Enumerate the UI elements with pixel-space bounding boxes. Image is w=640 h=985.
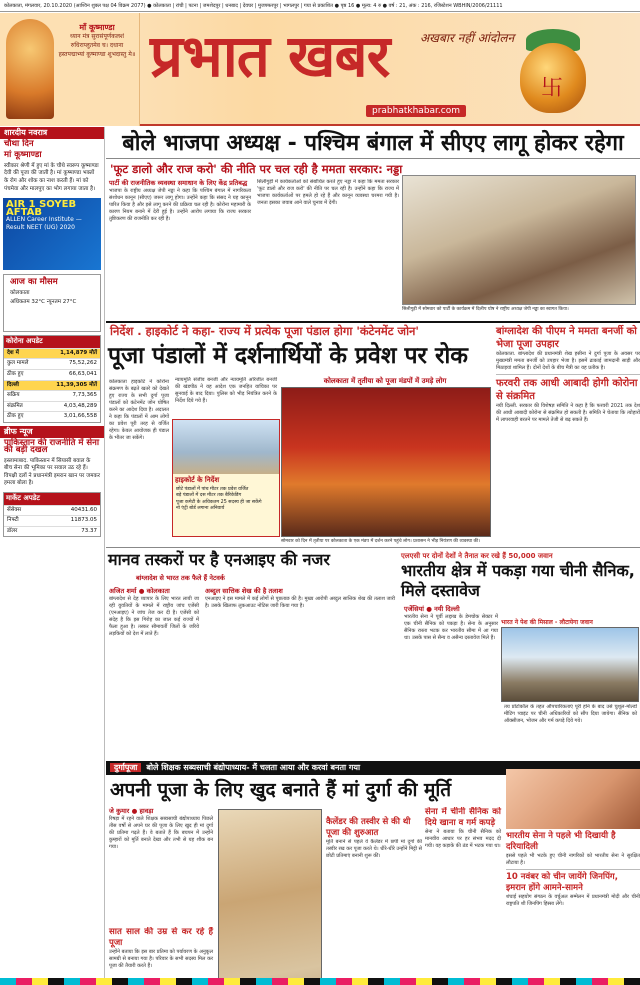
border-story xyxy=(401,551,640,601)
durga-sub-kicker: सात साल की उम्र से कर रहे हैं पूजा xyxy=(109,927,213,948)
corona-row: दिल्ली 11,39,305 मौतें xyxy=(4,380,100,391)
brief-news-head: ब्रीफ न्यूज xyxy=(0,426,104,438)
border-headline[interactable]: भारतीय क्षेत्र में पकड़ा गया चीनी सैनिक, मिले दस्तावेज xyxy=(401,561,635,600)
trafficking-col-2 xyxy=(202,587,398,755)
market-head: मार्केट अपडेट xyxy=(4,493,100,505)
left-sidebar xyxy=(0,127,105,985)
reg-kicker: सेना में चीनी सैनिक को दिये खाना व गर्म कपड़े xyxy=(425,807,501,828)
high-court-photo xyxy=(173,420,279,474)
ad-title: AIR 1 SOYEB AFTAB xyxy=(6,199,77,218)
section-divider xyxy=(106,547,640,548)
dateline: कोलकाता, मंगलवार, 20.10.2020 (आश्विन शुक्ल पक्ष 04 विक्रम 2077) ● कोलकाता | रांची | पटना | जमशेदपुर | धनबाद | देवघर | मुजफ्फरपुर | भागलपुर | गया से प्रकाशित ● पृष्ठ 16 ● मूल्य: 4 रु ● वर्ष : 21, अंक : 216, रजिस्टेशन WBHIN/2006/21111 xyxy=(0,0,640,12)
swastik-icon: 卐 xyxy=(541,76,564,101)
market-update-box xyxy=(3,492,101,537)
lead-column-1 xyxy=(106,179,254,319)
pandal-body2-text: न्यायमूर्ति संजीव बनर्जी और न्यायमूर्ति अरिजीत बनर्जी की खंडपीठ ने यह आदेश एक जनहित याचिका पर सुनवाई के बाद दिया। पुलिस को भीड़ नियंत्रित करने के निर्देश दिये गये हैं। xyxy=(175,377,277,404)
jawan-photo xyxy=(506,769,640,829)
trafficking-sub: बांग्लादेश से भारत तक फैले हैं नेटवर्क xyxy=(136,574,225,582)
lead-body-a: भाजपा के राष्ट्रीय अध्यक्ष जेपी नड्डा ने कहा कि पश्चिम बंगाल में नागरिकता संशोधन कानून (सीएए) जरूर लागू होगा। उन्होंने कहा कि संसद ने यह कानून पारित किया है और इसे लागू करने की प्रक्रिया चल रही है। कोरोना महामारी के कारण नियम बनाने में देरी हुई है। उन्होंने आरोप लगाया कि राज्य सरकार तुष्टिकरण की राजनीति कर रही है। xyxy=(109,188,251,222)
reg-body-3: शंघाई सहयोग संगठन के वर्चुअल सम्मेलन में प्रधानमंत्री मोदी और चीनी राष्ट्रपति शी जिनपिंग हिस्सा लेंगे। xyxy=(506,894,640,907)
pandal-body xyxy=(106,379,172,539)
covid-half-body: नयी दिल्ली. सरकार की विशेषज्ञ समिति ने कहा है कि फरवरी 2021 तक देश की आधी आबादी कोरोना से संक्रमित हो सकती है। समिति ने चेताया कि त्योहारों में लापरवाही बरतने पर मामले तेजी से बढ़ सकते हैं। xyxy=(496,403,640,423)
durga-col-2 xyxy=(106,927,216,985)
newspaper-logo: प्रभात खबर xyxy=(150,22,390,90)
calendar-story xyxy=(326,817,422,860)
website-link[interactable]: prabhatkhabar.com xyxy=(366,105,466,117)
goddess-title: माँ कूष्माण्डा xyxy=(79,23,115,32)
lead-bullet-title: पार्टी की राजनीतिक व्यवस्था समाधान के लिए केंद्र प्रतिबद्ध xyxy=(109,179,248,187)
border-body: भारतीय सेना ने पूर्वी लद्दाख के डेमचोक सेक्टर में एक चीनी सैनिक को पकड़ा है। सेना के अनुसार सैनिक रास्ता भटक कर भारतीय सीमा में आ गया था। उसके पास से सैन्य व असैन्य दस्तावेज मिले हैं। xyxy=(404,614,498,641)
durga-side-col xyxy=(422,807,504,985)
weather-box xyxy=(3,274,101,332)
corona-row: ठीक हुए 66,63,041 xyxy=(4,369,100,380)
border-byline: एजेंसियां ● नयी दिल्ली xyxy=(404,605,460,613)
pandal-crowd-photo xyxy=(281,387,491,537)
trafficking-col-1 xyxy=(106,587,202,755)
corona-row: ठीक हुए 3,01,66,558 xyxy=(4,411,100,422)
court-item: पूजा कमेटी के अधिकतम 25 सदस्य ही जा सकेंगे xyxy=(176,499,262,505)
calendar-body: मूर्ति बनाने से पहले वे कैलेंडर में छपी मां दुर्गा की तस्वीर रख कर पूजा करते थे। धीरे-धीरे उन्होंने मिट्टी से छोटी प्रतिमाएं बनानी शुरू कीं। xyxy=(326,839,422,859)
weather-title: आज का मौसम xyxy=(10,277,58,288)
trafficking-byline: अजित शर्मा ● कोलकाता xyxy=(109,587,170,595)
pandal-photo-title: कोलकाता में तृतीया को पूजा मंडपों में उमड़े लोग xyxy=(323,377,447,385)
pandal-body-2 xyxy=(172,377,280,417)
allen-advertisement[interactable] xyxy=(3,198,101,270)
day-label: चौथा दिन xyxy=(4,138,34,149)
lead-body-b: सिलीगुड़ी में कार्यकर्ताओं को संबोधित करते हुए नड्डा ने कहा कि ममता सरकार 'फूट डालो और राज करो' की नीति पर चल रही है। उन्होंने कहा कि राज्य में भाजपा कार्यकर्ताओं पर हमले हो रहे हैं और कानून व्यवस्था चरमरा गयी है। जनता इसका जवाब आने वाले चुनाव में देगी। xyxy=(257,179,399,206)
pandal-headline[interactable]: पूजा पंडालों में दर्शनार्थियों के प्रवेश पर रोक xyxy=(108,343,468,369)
brief-text: इस्लामाबाद. पाकिस्तान में सियासी बवाल के बीच सेना की भूमिका पर सवाल उठ रहे हैं। विपक्षी दलों ने प्रधानमंत्री इमरान खान पर जमकर हमला बोला है। xyxy=(4,457,100,487)
pandal-body-text: कोलकाता हाइकोर्ट ने कोरोना संक्रमण के बढ़ते खतरे को देखते हुए राज्य के सभी दुर्गा पूजा पंडालों को कंटेनमेंट जोन घोषित करने का आदेश दिया है। अदालत ने कहा कि पंडालों में आम लोगों का प्रवेश पूरी तरह से वर्जित रहेगा। केवल आयोजक ही पंडाल के भीतर जा सकेंगे। xyxy=(109,379,169,441)
corona-row: देश में 1,14,879 मौतें xyxy=(4,348,100,359)
goddess-mantra: ध्यान मंत्र सुरासंपूर्णकलशं रुधिराप्लुतमेव च। दधाना हस्तपद्माभ्यां कूष्माण्डा शुभदास्तु मे॥ xyxy=(58,33,136,58)
brief-title: पाकिस्तान की राजनीति में सेना की बड़ी दखल xyxy=(4,437,100,456)
lead-column-2 xyxy=(254,179,402,319)
corona-row: संक्रमित 4,03,48,289 xyxy=(4,401,100,412)
court-item: छोटे पंडालों में पांच मीटर तक प्रवेश वर्जित xyxy=(176,487,249,492)
tagline: अखबार नहीं आंदोलन xyxy=(420,31,515,45)
court-item: बड़े पंडालों में दस मीटर तक बैरिकेडिंग xyxy=(176,493,242,499)
pandal-directive: निर्देश . हाइकोर्ट ने कहा- राज्य में प्रत्येक पूजा पंडाल होगा 'कंटेनमेंट जोन' xyxy=(110,324,419,338)
border-col xyxy=(401,605,501,755)
festival-head: शारदीय नवरात्र xyxy=(0,127,104,139)
corona-head: कोरोना अपडेट xyxy=(4,336,100,348)
durga-bar-label: दुर्गापूजा xyxy=(110,763,141,772)
durga-body-2: उन्होंने बताया कि इस बार प्रतिमा को पर्यावरण के अनुकूल सामग्री से बनाया गया है। परिवार के सभी सदस्य मिल कर पूजा की तैयारी करते हैं। xyxy=(109,949,213,969)
reg-body-2: इससे पहले भी भटके हुए चीनी नागरिकों को भारतीय सेना ने सुरक्षित लौटाया है। xyxy=(506,853,640,866)
court-head: हाइकोर्ट के निर्देश xyxy=(175,476,220,484)
border-kicker: एलएसी पर दोनों देशों ने तैनात कर रखे हैं 50,000 जवान xyxy=(401,552,553,560)
color-registration-strip xyxy=(0,978,640,985)
lead-headline[interactable]: बोले भाजपा अध्यक्ष - पश्चिम बंगाल में सीएए लागू होकर रहेगा xyxy=(106,129,640,159)
corona-row: कुल मामले 75,52,262 xyxy=(4,358,100,369)
ad-text: ALLEN Career Institute — Result NEET (UG) 2020 xyxy=(6,216,82,231)
reg-kicker-2: भारतीय सेना ने पहले भी दिखायी है दरियादिली xyxy=(506,831,616,852)
weather-city: कोलकाता xyxy=(10,289,30,296)
trafficking-center-kicker: अब्दुल सात्तिक शेख की है तलाश xyxy=(205,587,283,595)
durga-headline[interactable]: अपनी पूजा के लिए खुद बनाते हैं मां दुर्गा की मूर्ति xyxy=(110,779,452,801)
pandal-photo-caption: सोमवार को दिन में तृतीया पर कोलकाता के एक मंडप में दर्शन करने पहुंचे लोग। प्रशासन ने भीड़ नियंत्रण की व्यवस्था की। xyxy=(281,539,480,544)
corona-update-box xyxy=(3,335,101,423)
durga-byline: जे कुमार ● हावड़ा xyxy=(109,807,154,815)
market-row: डॉलर 73.37 xyxy=(4,526,100,537)
goddess-name: मां कूष्माण्डा xyxy=(4,150,42,161)
trafficking-body: बांग्लादेश से देह व्यापार के लिए भारत लायी जा रही युवतियों के मामले में राष्ट्रीय जांच एजेंसी (एनआइए) ने जांच तेज कर दी है। एजेंसी को संदेह है कि इस गिरोह का जाल कई राज्यों में फैला हुआ है। तस्कर सीमावर्ती जिलों के जरिये लड़कियों को देश में लाते हैं। xyxy=(109,596,199,637)
trafficking-headline[interactable]: मानव तस्करों पर है एनआइए की नजर xyxy=(108,550,330,569)
calendar-kicker: कैलेंडर की तस्वीर से की थी पूजा की शुरुआत xyxy=(326,817,411,838)
covid-half-title[interactable]: फरवरी तक आधी आबादी होगी कोरोना से संक्रमित xyxy=(496,378,638,402)
weather-text: अधिकतम 32°C न्यूनतम 27°C xyxy=(10,299,77,306)
market-row: निफ्टी 11873.05 xyxy=(4,515,100,526)
goddess-panel xyxy=(0,13,140,126)
trafficking-body-2: एनआइए ने इस मामले में कई लोगों से पूछताछ की है। मुख्य आरोपी अब्दुल सात्तिक शेख की तलाश जारी है। उसके खिलाफ लुकआउट नोटिस जारी किया गया है। xyxy=(205,596,395,609)
bangladesh-story xyxy=(496,325,640,424)
border-body-2: तय प्रोटोकॉल के तहत औपचारिकताएं पूरी होने के बाद उसे चुशूल-मोल्डो मीटिंग प्वाइंट पर चीनी अधिकारियों को सौंप दिया जायेगा। सैनिक को ऑक्सीजन, भोजन और गर्म कपड़े दिये गये। xyxy=(504,704,637,724)
market-row: सेंसेक्स 40431.60 xyxy=(4,505,100,516)
ladakh-photo xyxy=(501,627,639,702)
lead-photo xyxy=(402,175,636,305)
bangladesh-body: कोलकाता. बांग्लादेश की प्रधानमंत्री शेख हसीना ने दुर्गा पूजा के अवसर पर मुख्यमंत्री ममता बनर्जी को उपहार भेजा है। इसमें ढाकाई जामदानी साड़ी और मिठाइयां शामिल हैं। दोनों देशों के बीच मैत्री का यह प्रतीक है। xyxy=(496,351,640,371)
goddess-illustration xyxy=(6,19,54,119)
goddess-text: स्वीकार श्रेणी में हुए मां के चौथे स्वरूप कूष्माण्डा देवी की पूजा की जाती है। मां कूष्माण्डा भक्तों के रोग और शोक का नाश करती हैं। मां को पंचमेवा और मालपुए का भोग लगाया जाता है। xyxy=(4,162,99,192)
court-item: नो एंट्री बोर्ड लगाना अनिवार्य xyxy=(176,505,225,511)
border-col-2 xyxy=(501,704,640,756)
mountain-kicker: भारत ने पेश की मिसाल - लौटायेगा जवान xyxy=(501,619,593,626)
lead-photo-caption: सिलीगुड़ी में सोमवार को पार्टी के कार्यक्रम में दिलीप घोष ने राष्ट्रीय अध्यक्ष जेपी नड्डा का स्वागत किया। xyxy=(402,307,569,312)
bangladesh-title[interactable]: बांग्लादेश की पीएम ने ममता बनर्जी को भेजा पूजा उपहार xyxy=(496,326,637,350)
durga-body: रिषड़ा में रहने वाले शिक्षक सब्यसाची बंद्योपाध्याय पिछले तीस वर्षों से अपने घर की पूजा के लिए खुद ही मां दुर्गा की प्रतिमा गढ़ते हैं। वे बताते हैं कि बचपन में उन्होंने कुम्हारों को मूर्ति बनाते देखा और तभी से यह शौक बन गया। xyxy=(109,816,213,850)
reg-kicker-3: 10 नवंबर को चीन जायेंगे जिनपिंग, इमरान होंगे आमने-सामने xyxy=(506,872,618,893)
right-bottom-stories xyxy=(506,767,640,908)
court-directives-box xyxy=(172,419,280,537)
durga-idol-photo xyxy=(218,809,322,985)
masthead xyxy=(0,13,640,126)
reg-body: सेना ने बताया कि चीनी सैनिक को मानवीय आधार पर हर संभव मदद दी गयी। वह कड़ाके की ठंड में भटक गया था। xyxy=(425,829,501,849)
lead-subheadline: 'फूट डालो और राज करो' की नीति पर चल रही है ममता सरकार: नड्डा xyxy=(110,162,403,176)
goddess-caption xyxy=(58,23,136,59)
durga-bar-text: बोले शिक्षक सब्यसाची बंद्योपाध्याय- मैं चलता आया और करवां बनता गया xyxy=(146,763,361,772)
corona-row: सक्रिय 7,73,365 xyxy=(4,390,100,401)
